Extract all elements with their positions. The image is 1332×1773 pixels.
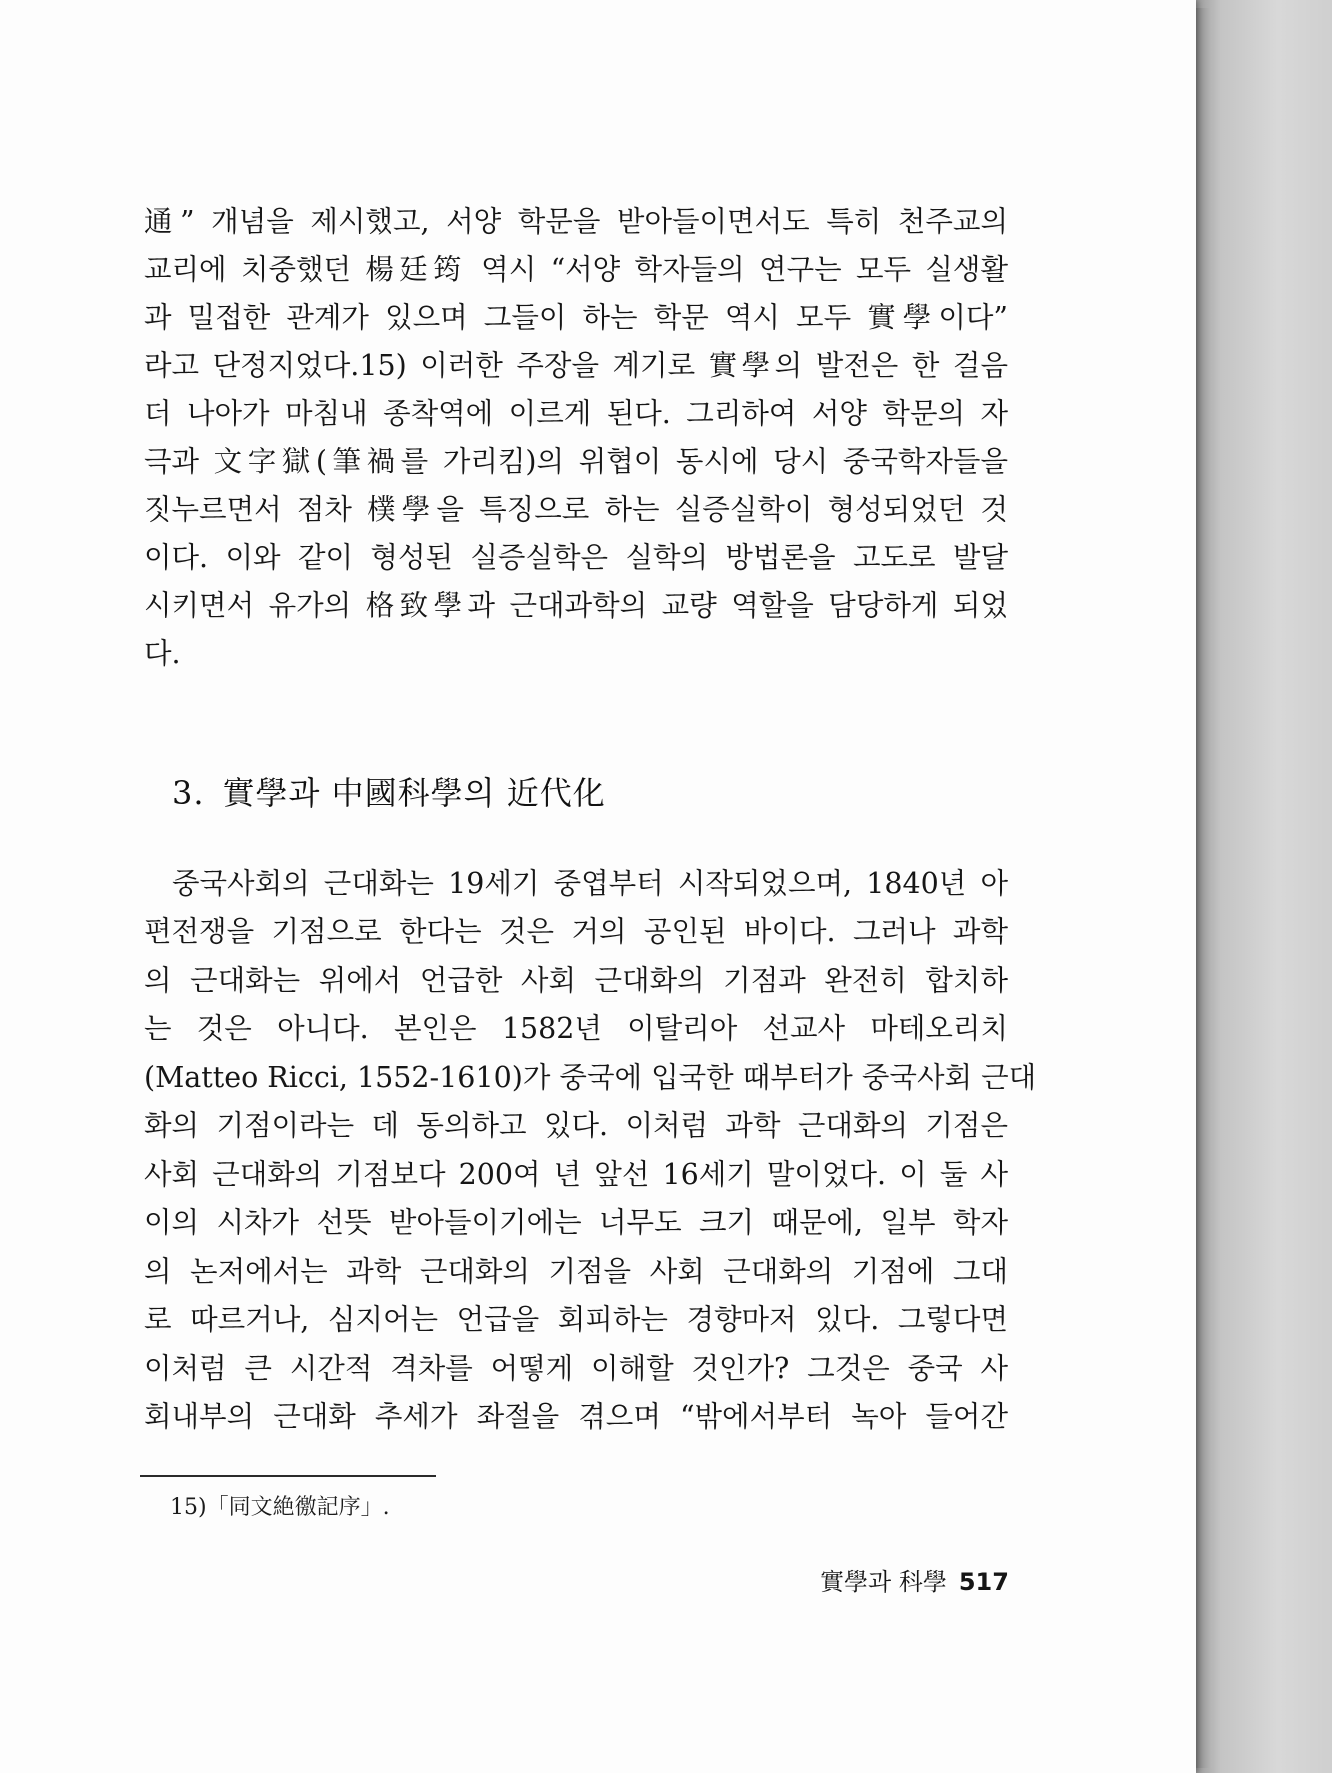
text-line: 더 나아가 마침내 종착역에 이르게 된다. 그리하여 서양 학문의 자 — [144, 397, 1008, 430]
text-line: 시키면서 유가의 格致學과 근대과학의 교량 역할을 담당하게 되었 — [144, 589, 1008, 622]
page-edge — [1196, 8, 1212, 1768]
text-line: 로 따르거나, 심지어는 언급을 회피하는 경향마저 있다. 그렇다면 — [144, 1303, 1008, 1336]
running-title: 實學과 科學 — [820, 1568, 947, 1596]
text-line: 사회 근대화의 기점보다 200여 년 앞선 16세기 말이었다. 이 둘 사 — [144, 1158, 1008, 1191]
running-footer — [820, 1562, 1008, 1597]
text-line: 이처럼 큰 시간적 격차를 어떻게 이해할 것인가? 그것은 중국 사 — [144, 1352, 1008, 1385]
text-line: 중국사회의 근대화는 19세기 중엽부터 시작되었으며, 1840년 아 — [172, 867, 1008, 900]
text-line: 회내부의 근대화 추세가 좌절을 겪으며 “밖에서부터 녹아 들어간 — [144, 1400, 1008, 1433]
footnote: 15)「同文絶徼記序」. — [170, 1495, 390, 1520]
text-line: 通” 개념을 제시했고, 서양 학문을 받아들이면서도 특히 천주교의 — [144, 205, 1008, 238]
page-number: 517 — [958, 1568, 1009, 1596]
text-line: 극과 文字獄(筆禍를 가리킴)의 위협이 동시에 당시 중국학자들을 — [144, 445, 1008, 478]
text-line: 화의 기점이라는 데 동의하고 있다. 이처럼 과학 근대화의 기점은 — [144, 1109, 1008, 1142]
footnote-divider — [140, 1475, 436, 1477]
text-line: 짓누르면서 점차 樸學을 특징으로 하는 실증실학이 형성되었던 것 — [144, 493, 1008, 526]
text-line: 과 밀접한 관계가 있으며 그들이 하는 학문 역시 모두 實學이다” — [144, 301, 1008, 334]
text-line: 의 근대화는 위에서 언급한 사회 근대화의 기점과 완전히 합치하 — [144, 964, 1008, 997]
section-heading — [172, 768, 606, 814]
text-line: 라고 단정지었다.15) 이러한 주장을 계기로 實學의 발전은 한 걸음 — [144, 349, 1008, 382]
text-line: 교리에 치중했던 楊廷筠 역시 “서양 학자들의 연구는 모두 실생활 — [144, 253, 1008, 286]
section-number: 3. — [172, 774, 205, 812]
text-line: 다. — [144, 637, 181, 670]
section-title: 實學과 中國科學의 近代化 — [222, 774, 606, 812]
text-line: (Matteo Ricci, 1552-1610)가 중국에 입국한 때부터가 중국사회 근대 — [144, 1061, 1037, 1094]
text-line: 이의 시차가 선뜻 받아들이기에는 너무도 크기 때문에, 일부 학자 — [144, 1206, 1008, 1239]
text-line: 의 논저에서는 과학 근대화의 기점을 사회 근대화의 기점에 그대 — [144, 1255, 1008, 1288]
page-shadow — [1196, 0, 1332, 1773]
text-line: 편전쟁을 기점으로 한다는 것은 거의 공인된 바이다. 그러나 과학 — [144, 915, 1008, 948]
text-line: 는 것은 아니다. 본인은 1582년 이탈리아 선교사 마테오리치 — [144, 1012, 1008, 1045]
text-line: 이다. 이와 같이 형성된 실증실학은 실학의 방법론을 고도로 발달 — [144, 541, 1008, 574]
